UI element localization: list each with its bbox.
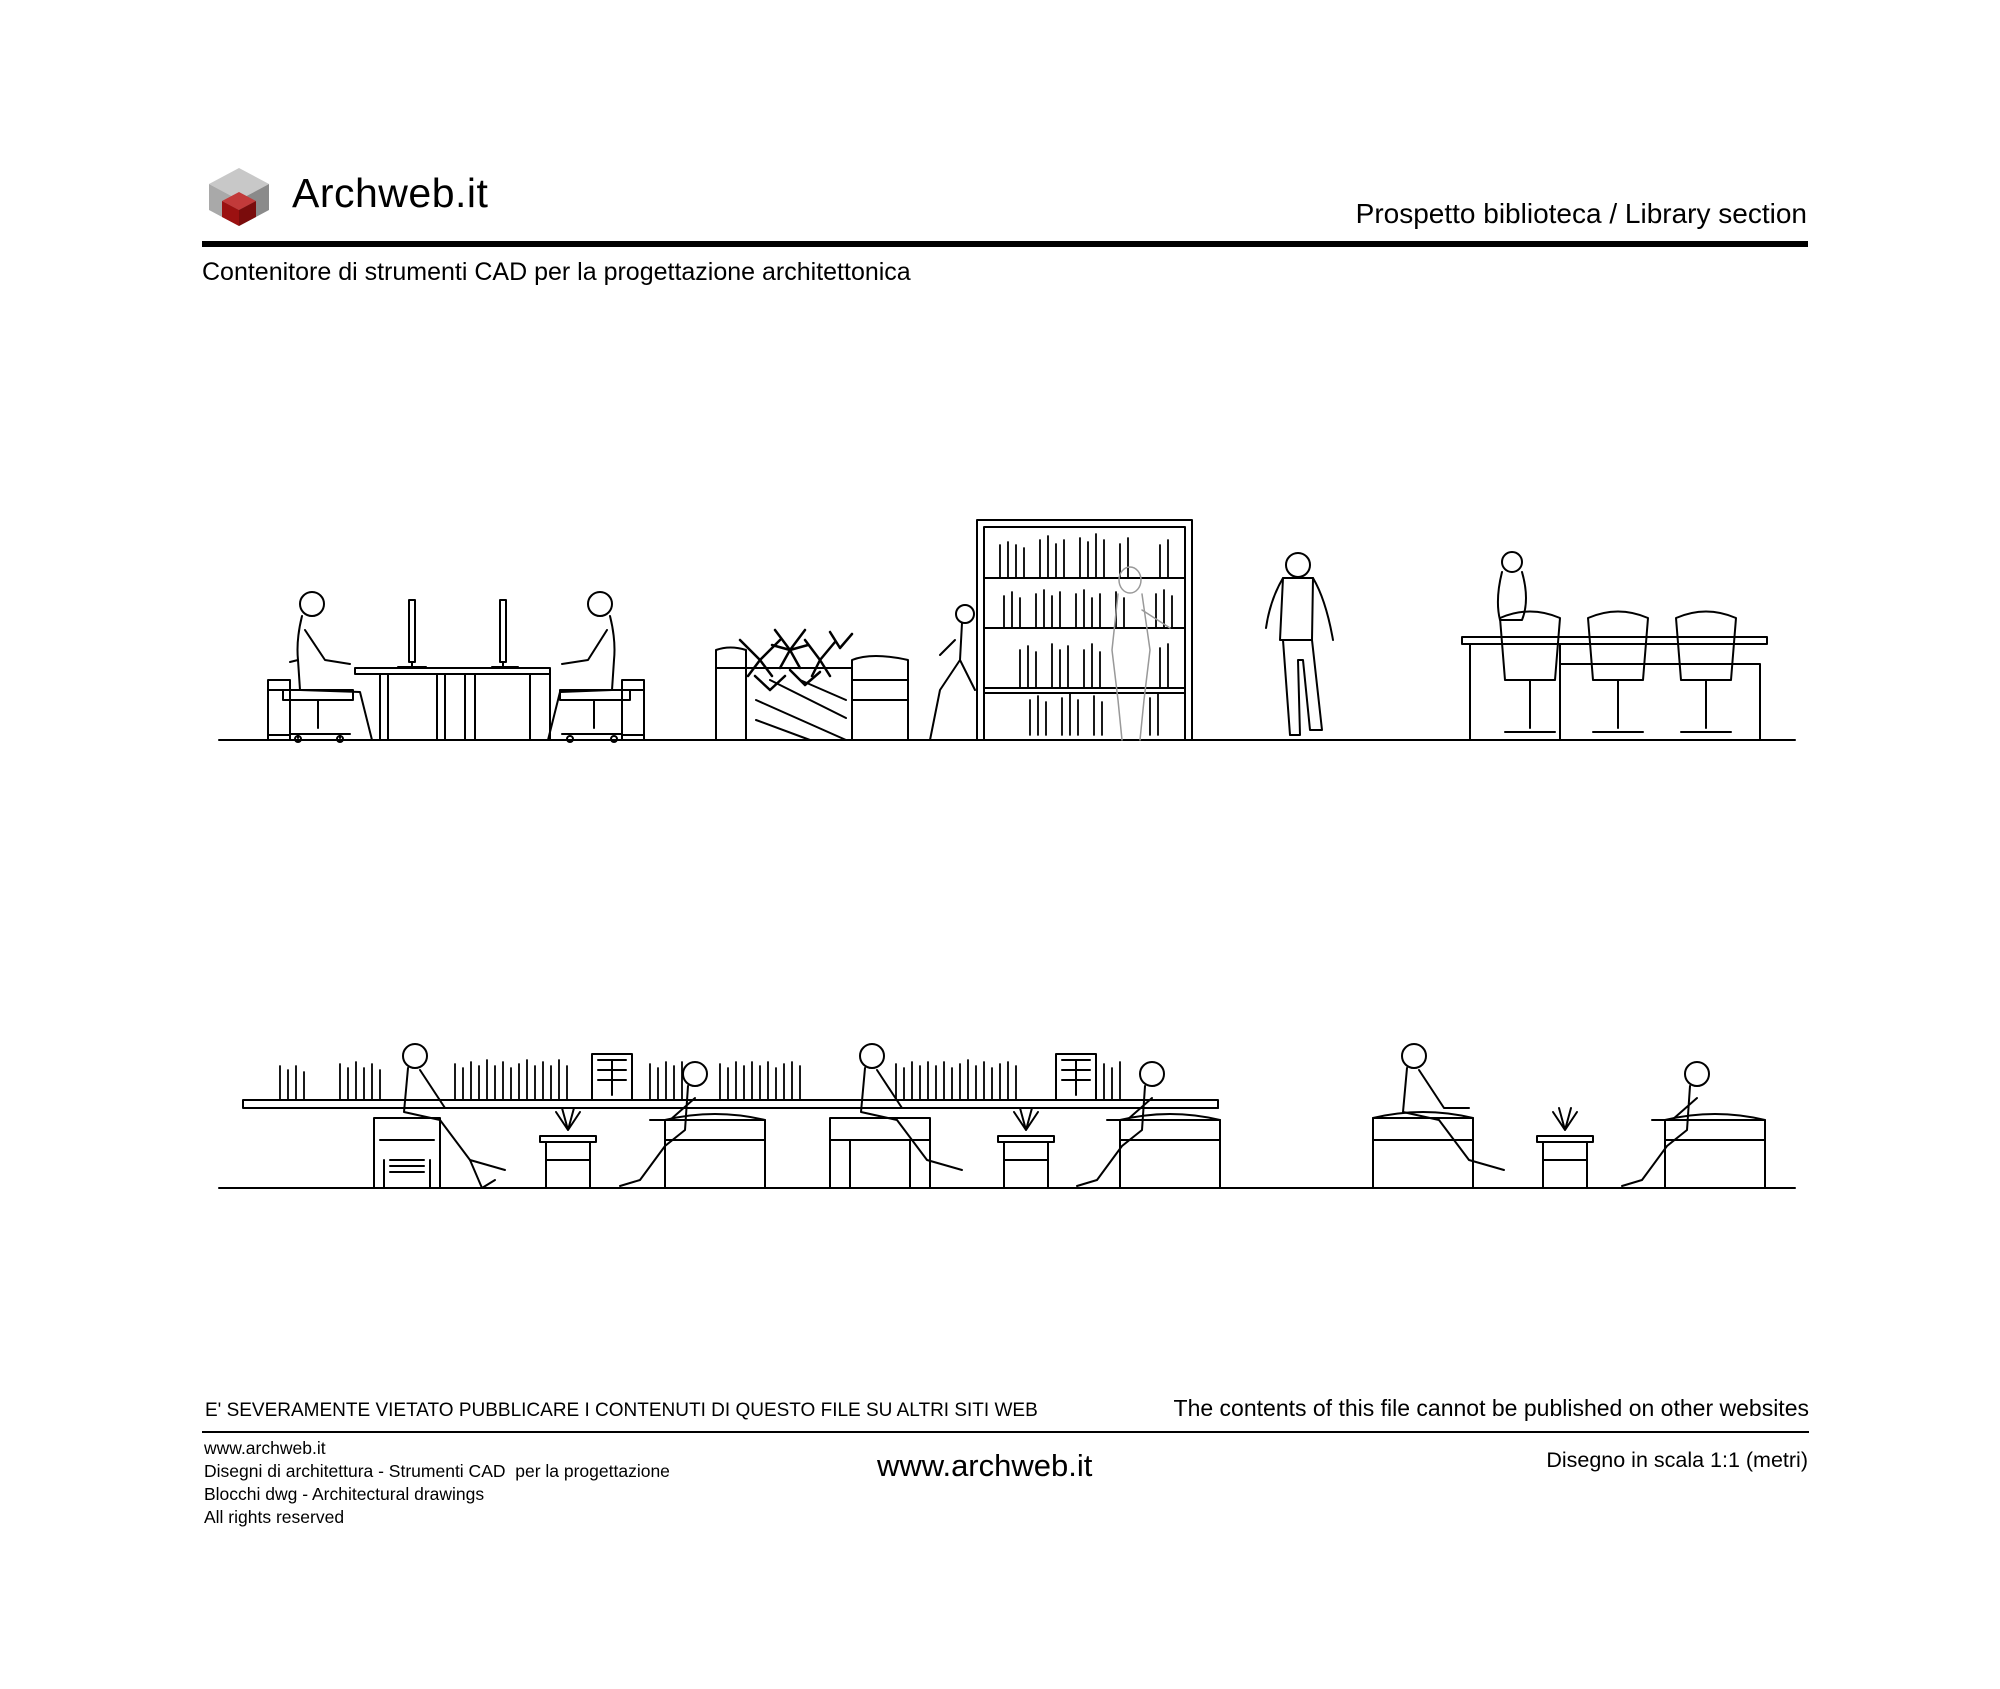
footer-line-blocks: Blocchi dwg - Architectural drawings [204, 1484, 485, 1504]
bookshelf-group [977, 520, 1192, 740]
brand-name: Archweb.it [292, 170, 489, 216]
footer-line-site: www.archweb.it [204, 1438, 326, 1458]
warning-italian: E' SEVERAMENTE VIETATO PUBBLICARE I CONTENUTI DI QUESTO FILE SU ALTRI SITI WEB [205, 1400, 1038, 1421]
footer-line-drawings: Disegni di architettura - Strumenti CAD per la progettazione [204, 1461, 670, 1481]
footer-rule [202, 1431, 1809, 1433]
sheet-title: Prospetto biblioteca / Library section [1355, 198, 1807, 229]
subtitle: Contenitore di strumenti CAD per la progettazione architettonica [202, 258, 911, 286]
footer-info [204, 1437, 670, 1529]
footer-url: www.archweb.it [877, 1448, 1093, 1483]
warning-english: The contents of this file cannot be published on other websites [1173, 1395, 1809, 1421]
reading-counter-group [1462, 552, 1767, 740]
reading-lounge-long-shelf-group [243, 1044, 1220, 1188]
reading-lounge-small-group [1373, 1044, 1765, 1188]
drawing-scale: Disegno in scala 1:1 (metri) [1546, 1448, 1808, 1472]
walking-person-group [1266, 553, 1333, 735]
footer-line-rights: All rights reserved [204, 1507, 345, 1527]
planter-group [716, 605, 975, 740]
workstations-group [268, 592, 644, 742]
